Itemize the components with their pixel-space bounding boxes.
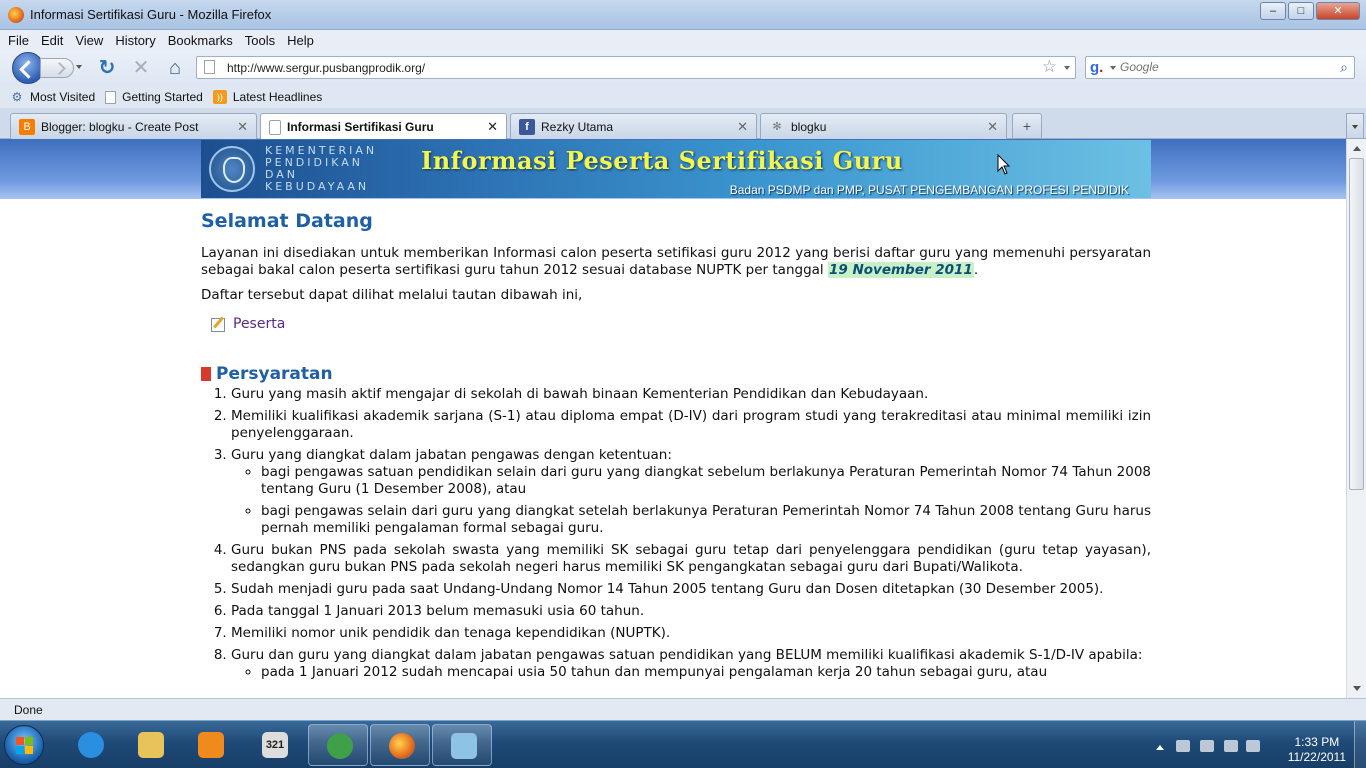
menu-bookmarks[interactable]: Bookmarks bbox=[167, 32, 233, 48]
network-globe-icon bbox=[327, 733, 353, 759]
requirement-item: 8. Guru dan guru yang diangkat dalam jabatan pengawas satuan pendidikan yang BELUM memiliki kualifikasi akademik S-1/D-IV apabila: ◦ pada 1 Januari 2012 sudah mencapai usia 50 tahun dan mempunyai pengalaman kerja 20 tahun sebagai guru, atau bbox=[231, 647, 1151, 681]
window-title-bar bbox=[0, 0, 1366, 30]
loading-icon: ✻ bbox=[772, 120, 782, 133]
mouse-cursor-icon bbox=[997, 154, 1011, 176]
page-icon bbox=[204, 60, 215, 74]
page-icon bbox=[269, 120, 281, 135]
peserta-link-row bbox=[211, 316, 1151, 333]
taskbar-calendar[interactable] bbox=[244, 724, 304, 766]
home-icon[interactable]: ⌂ bbox=[168, 57, 182, 79]
requirement-item: 5. Sudah menjadi guru pada saat Undang-Undang Nomor 14 Tahun 2005 tentang Guru dan Dosen ditetapkan (30 Desember 2005). bbox=[231, 581, 1151, 598]
requirement-item: 2. Memiliki kualifikasi akademik sarjana (S-1) atau diploma empat (D-IV) dari program studi yang terakreditasi atau minimal memiliki izin penyelenggaraan. bbox=[231, 408, 1151, 442]
url-bar[interactable] bbox=[196, 56, 1076, 79]
windows-explorer-icon bbox=[138, 732, 164, 758]
edit-icon bbox=[211, 318, 225, 332]
requirements-heading: Persyaratan bbox=[201, 363, 1151, 385]
taskbar-internet-explorer[interactable] bbox=[60, 724, 120, 766]
media-player-icon bbox=[198, 732, 224, 758]
history-dropdown-icon[interactable] bbox=[76, 65, 82, 69]
internet-explorer-icon bbox=[78, 732, 104, 758]
action-center-icon[interactable] bbox=[1246, 740, 1260, 752]
google-icon[interactable]: g. bbox=[1090, 59, 1104, 76]
taskbar-network-globe[interactable] bbox=[308, 724, 368, 766]
search-input[interactable] bbox=[1120, 60, 1330, 74]
start-button[interactable] bbox=[4, 725, 44, 765]
menu-file[interactable]: File bbox=[8, 32, 29, 48]
search-icon[interactable]: ⌕ bbox=[1340, 59, 1348, 75]
firefox-icon bbox=[8, 7, 24, 23]
menu-help[interactable]: Help bbox=[287, 32, 314, 48]
ministry-logo bbox=[209, 146, 255, 192]
heading-marker bbox=[201, 367, 211, 381]
menu-bar bbox=[0, 30, 1366, 50]
search-engine-dropdown-icon[interactable] bbox=[1110, 66, 1116, 70]
tab-blogku[interactable]: ✻ blogku ✕ bbox=[760, 113, 1007, 139]
taskbar-notepad[interactable] bbox=[432, 724, 492, 766]
rss-icon: )) bbox=[213, 90, 227, 104]
status-bar bbox=[0, 698, 1366, 720]
requirement-subitem: ◦ pada 1 Januari 2012 sudah mencapai usia 50 tahun dan mempunyai pengalaman kerja 20 tahun sebagai guru, atau bbox=[261, 664, 1151, 681]
show-hidden-icons-icon[interactable] bbox=[1156, 745, 1164, 750]
menu-view[interactable]: View bbox=[75, 32, 104, 48]
list-intro: Daftar tersebut dapat dilihat melalui tautan dibawah ini, bbox=[201, 287, 583, 303]
bookmark-getting-started[interactable]: Getting Started bbox=[105, 90, 203, 104]
facebook-icon: f bbox=[519, 119, 535, 135]
taskbar-firefox[interactable] bbox=[370, 724, 430, 766]
stop-icon[interactable]: ✕ bbox=[132, 57, 150, 79]
url-dropdown-icon[interactable] bbox=[1064, 66, 1070, 70]
menu-edit[interactable]: Edit bbox=[40, 32, 64, 48]
banner-subtitle: Badan PSDMP dan PMP, PUSAT PENGEMBANGAN PROFESI PENDIDIK bbox=[729, 183, 1129, 197]
scrollbar-thumb[interactable] bbox=[1349, 158, 1364, 490]
bookmark-star-icon[interactable]: ☆ bbox=[1041, 57, 1057, 76]
usb-icon[interactable] bbox=[1176, 740, 1190, 752]
windows-logo-icon bbox=[16, 737, 34, 755]
scroll-down-arrow-icon[interactable] bbox=[1349, 681, 1364, 696]
requirement-item: 4. Guru bukan PNS pada sekolah swasta yang memiliki SK sebagai guru tetap dari penyelenggara pendidikan (guru tetap yayasan), sedangkan guru bukan PNS pada sekolah negeri harus memiliki SK pengangkatan sebagai guru dari Bupati/Walikota. bbox=[231, 542, 1151, 576]
bookmarks-toolbar bbox=[0, 86, 1366, 108]
list-all-tabs-button[interactable] bbox=[1346, 113, 1364, 139]
requirements-list bbox=[231, 386, 1151, 681]
firefox-icon bbox=[389, 733, 415, 759]
url-text[interactable]: http://www.sergur.pusbangprodik.org/ bbox=[227, 61, 426, 75]
tab-rezky-utama[interactable]: f Rezky Utama ✕ bbox=[510, 113, 757, 139]
page-icon bbox=[105, 91, 116, 104]
notepad-icon bbox=[451, 733, 477, 759]
settings-icon: ⚙ bbox=[11, 90, 23, 104]
tab-informasi-sertifikasi-guru[interactable]: Informasi Sertifikasi Guru ✕ bbox=[260, 113, 507, 140]
requirement-item: 1. Guru yang masih aktif mengajar di sekolah di bawah binaan Kementerian Pendidikan dan Kebudayaan. bbox=[231, 386, 1151, 403]
calendar-321-icon: 321 bbox=[262, 732, 288, 758]
requirement-item: 7. Memiliki nomor unik pendidik dan tenaga kependidikan (NUPTK). bbox=[231, 625, 1151, 642]
volume-icon[interactable] bbox=[1200, 740, 1214, 752]
reload-icon[interactable]: ↻ bbox=[98, 57, 116, 79]
welcome-heading: Selamat Datang bbox=[201, 210, 373, 232]
close-button[interactable]: ✕ bbox=[1316, 2, 1360, 20]
bookmark-latest-headlines[interactable]: )) Latest Headlines bbox=[213, 90, 322, 104]
scroll-up-arrow-icon[interactable] bbox=[1349, 141, 1364, 156]
nuptk-date: 19 November 2011 bbox=[828, 262, 973, 278]
network-icon[interactable] bbox=[1224, 740, 1238, 752]
clock[interactable]: 1:33 PM 11/22/2011 bbox=[1287, 735, 1346, 764]
banner-title: Informasi Peserta Sertifikasi Guru bbox=[421, 146, 903, 175]
close-tab-icon[interactable]: ✕ bbox=[987, 119, 998, 134]
close-tab-icon[interactable]: ✕ bbox=[737, 119, 748, 134]
show-desktop-button[interactable] bbox=[1354, 721, 1366, 768]
window-title: Informasi Sertifikasi Guru - Mozilla Firefox bbox=[30, 7, 272, 22]
intro-paragraph: Layanan ini disediakan untuk memberikan Informasi calon peserta setifikasi guru 2012 yang berisi daftar guru yang memenuhi persyaratan sebagai bakal calon peserta sertifikasi guru tahun 2012 sesuai database NUPTK per tanggal 19 November 2011. bbox=[201, 245, 1151, 278]
minimize-button[interactable]: – bbox=[1260, 2, 1286, 20]
vertical-scrollbar[interactable] bbox=[1346, 139, 1366, 698]
requirement-subitem: ◦ bagi pengawas selain dari guru yang diangkat setelah berlakunya Peraturan Pemerintah Nomor 74 Tahun 2008 tentang Guru harus pernah memiliki pengalaman formal sebagai guru. bbox=[261, 503, 1151, 537]
requirement-item: 3. Guru yang diangkat dalam jabatan pengawas dengan ketentuan: ◦ bagi pengawas satuan pendidikan selain dari guru yang diangkat sebelum berlakunya Peraturan Pemerintah Nomor 74 Tahun 2008 tentang Guru (1 Desember 2008), atau ◦ bagi pengawas selain dari guru yang diangkat setelah berlakunya Peraturan Pemerintah Nomor 74 Tahun 2008 tentang Guru harus pernah memiliki pengalaman formal sebagai guru. bbox=[231, 447, 1151, 537]
bookmark-most-visited[interactable]: ⚙ Most Visited bbox=[11, 90, 96, 104]
requirement-item: 6. Pada tanggal 1 Januari 2013 belum memasuki usia 60 tahun. bbox=[231, 603, 1151, 620]
menu-tools[interactable]: Tools bbox=[244, 32, 276, 48]
close-tab-icon[interactable]: ✕ bbox=[237, 119, 248, 134]
requirement-subitem: ◦ bagi pengawas satuan pendidikan selain dari guru yang diangkat sebelum berlakunya Peraturan Pemerintah Nomor 74 Tahun 2008 tentang Guru (1 Desember 2008), atau bbox=[261, 464, 1151, 498]
maximize-button[interactable]: □ bbox=[1288, 2, 1314, 20]
main-content bbox=[201, 209, 1151, 686]
taskbar-media-player[interactable] bbox=[180, 724, 240, 766]
status-text: Done bbox=[14, 703, 43, 717]
close-tab-icon[interactable]: ✕ bbox=[487, 119, 498, 134]
blogger-icon: B bbox=[19, 119, 35, 135]
ministry-name: KEMENTERIAN PENDIDIKAN DAN KEBUDAYAAN bbox=[265, 144, 378, 193]
peserta-link[interactable]: Peserta bbox=[233, 316, 286, 332]
page-viewport bbox=[0, 139, 1346, 698]
navigation-toolbar bbox=[0, 50, 1366, 86]
system-tray bbox=[1146, 721, 1366, 768]
tab-blogger[interactable]: B Blogger: blogku - Create Post ✕ bbox=[10, 113, 257, 139]
windows-taskbar bbox=[0, 720, 1366, 768]
forward-button[interactable] bbox=[40, 58, 74, 78]
tab-strip bbox=[0, 108, 1366, 139]
new-tab-button[interactable]: + bbox=[1012, 113, 1042, 139]
menu-history[interactable]: History bbox=[115, 32, 156, 48]
search-bar[interactable] bbox=[1085, 56, 1355, 79]
taskbar-windows-explorer[interactable] bbox=[120, 724, 180, 766]
